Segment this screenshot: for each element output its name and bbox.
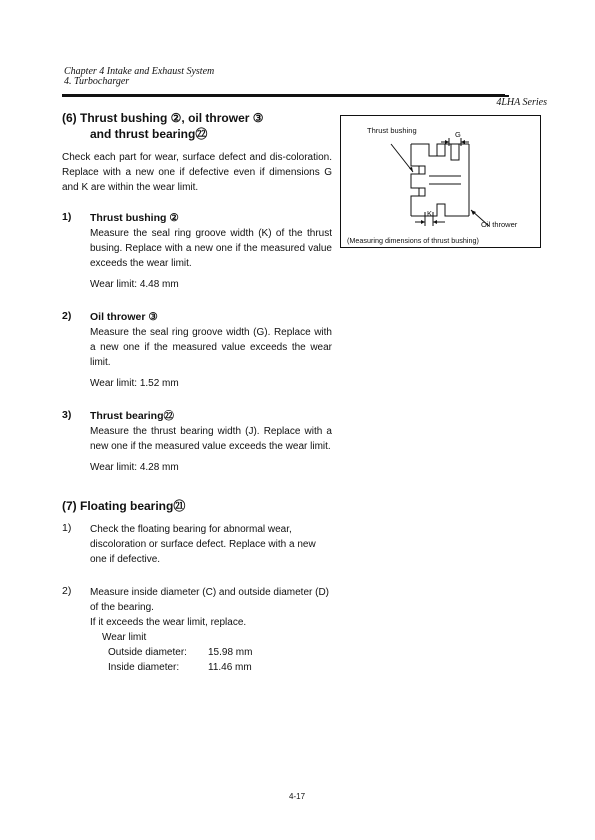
chapter-header: Chapter 4 Intake and Exhaust System	[64, 66, 215, 77]
wear-limit: Wear limit: 4.48 mm	[90, 279, 179, 290]
inside-diameter-value: 11.46 mm	[208, 662, 252, 673]
label-thrust-bushing: Thrust bushing	[367, 126, 417, 135]
item-number: 1)	[62, 211, 72, 223]
section6-intro: Check each part for wear, surface defect and dis-coloration. Replace with a new one if defective even if dimensions G and K are within the wear limit.	[62, 152, 332, 193]
inside-diameter-label: Inside diameter:	[108, 662, 180, 673]
figure-caption: (Measuring dimensions of thrust bushing)	[347, 236, 479, 245]
item-thrust-bushing	[62, 211, 332, 292]
outside-diameter-value: 15.98 mm	[208, 647, 253, 658]
thrust-bushing-figure	[340, 115, 541, 248]
wear-limit-heading: Wear limit	[102, 632, 147, 643]
item-thrust-bearing	[62, 409, 332, 475]
item-number: 1)	[62, 522, 72, 534]
page-number: 4-17	[289, 792, 306, 801]
item-instruction: If it exceeds the wear limit, replace.	[90, 617, 247, 628]
item-body: Measure the seal ring groove width (K) of the thrust busing. Replace with a new one if the measured value exceeds the wear limit.	[90, 228, 332, 269]
section6-heading	[62, 110, 332, 142]
item-title: Thrust bearing㉒	[90, 410, 175, 422]
label-g: G	[455, 130, 461, 139]
item-body: Measure the seal ring groove width (G). Replace with a new one if the measured value exceeds the wear limit.	[90, 327, 332, 368]
item-title: Oil thrower ③	[90, 311, 158, 323]
label-oil-thrower: Oil thrower	[481, 220, 518, 229]
outside-diameter-label: Outside diameter:	[108, 647, 187, 658]
inside-diameter-row	[108, 660, 332, 675]
series-label: 4LHA Series	[496, 97, 547, 108]
header-rule	[62, 94, 505, 97]
item-oil-thrower	[62, 310, 332, 391]
item-number: 3)	[62, 409, 72, 421]
section6-title-line2: and thrust bearing㉒	[90, 127, 208, 141]
outside-diameter-row	[108, 645, 332, 660]
item-body: Measure the thrust bearing width (J). Replace with a new one if the measured value exceeds the wear limit.	[90, 426, 332, 452]
main-column	[62, 110, 332, 675]
wear-limit: Wear limit: 1.52 mm	[90, 378, 179, 389]
label-k: K	[427, 209, 433, 218]
section-header: 4. Turbocharger	[64, 76, 130, 87]
item-body: Measure inside diameter (C) and outside diameter (D) of the bearing.	[90, 587, 329, 613]
item-floating-check	[62, 522, 332, 567]
section6-title-line1: (6) Thrust bushing ②, oil thrower ③	[62, 111, 264, 125]
item-title: Thrust bushing ②	[90, 212, 179, 224]
item-body: Check the floating bearing for abnormal wear, discoloration or surface defect. Replace with a new one if defective.	[90, 524, 316, 565]
item-number: 2)	[62, 585, 72, 597]
item-floating-measure	[62, 585, 332, 675]
wear-limit: Wear limit: 4.28 mm	[90, 462, 179, 473]
item-number: 2)	[62, 310, 72, 322]
section7-heading: (7) Floating bearing㉑	[62, 499, 186, 513]
